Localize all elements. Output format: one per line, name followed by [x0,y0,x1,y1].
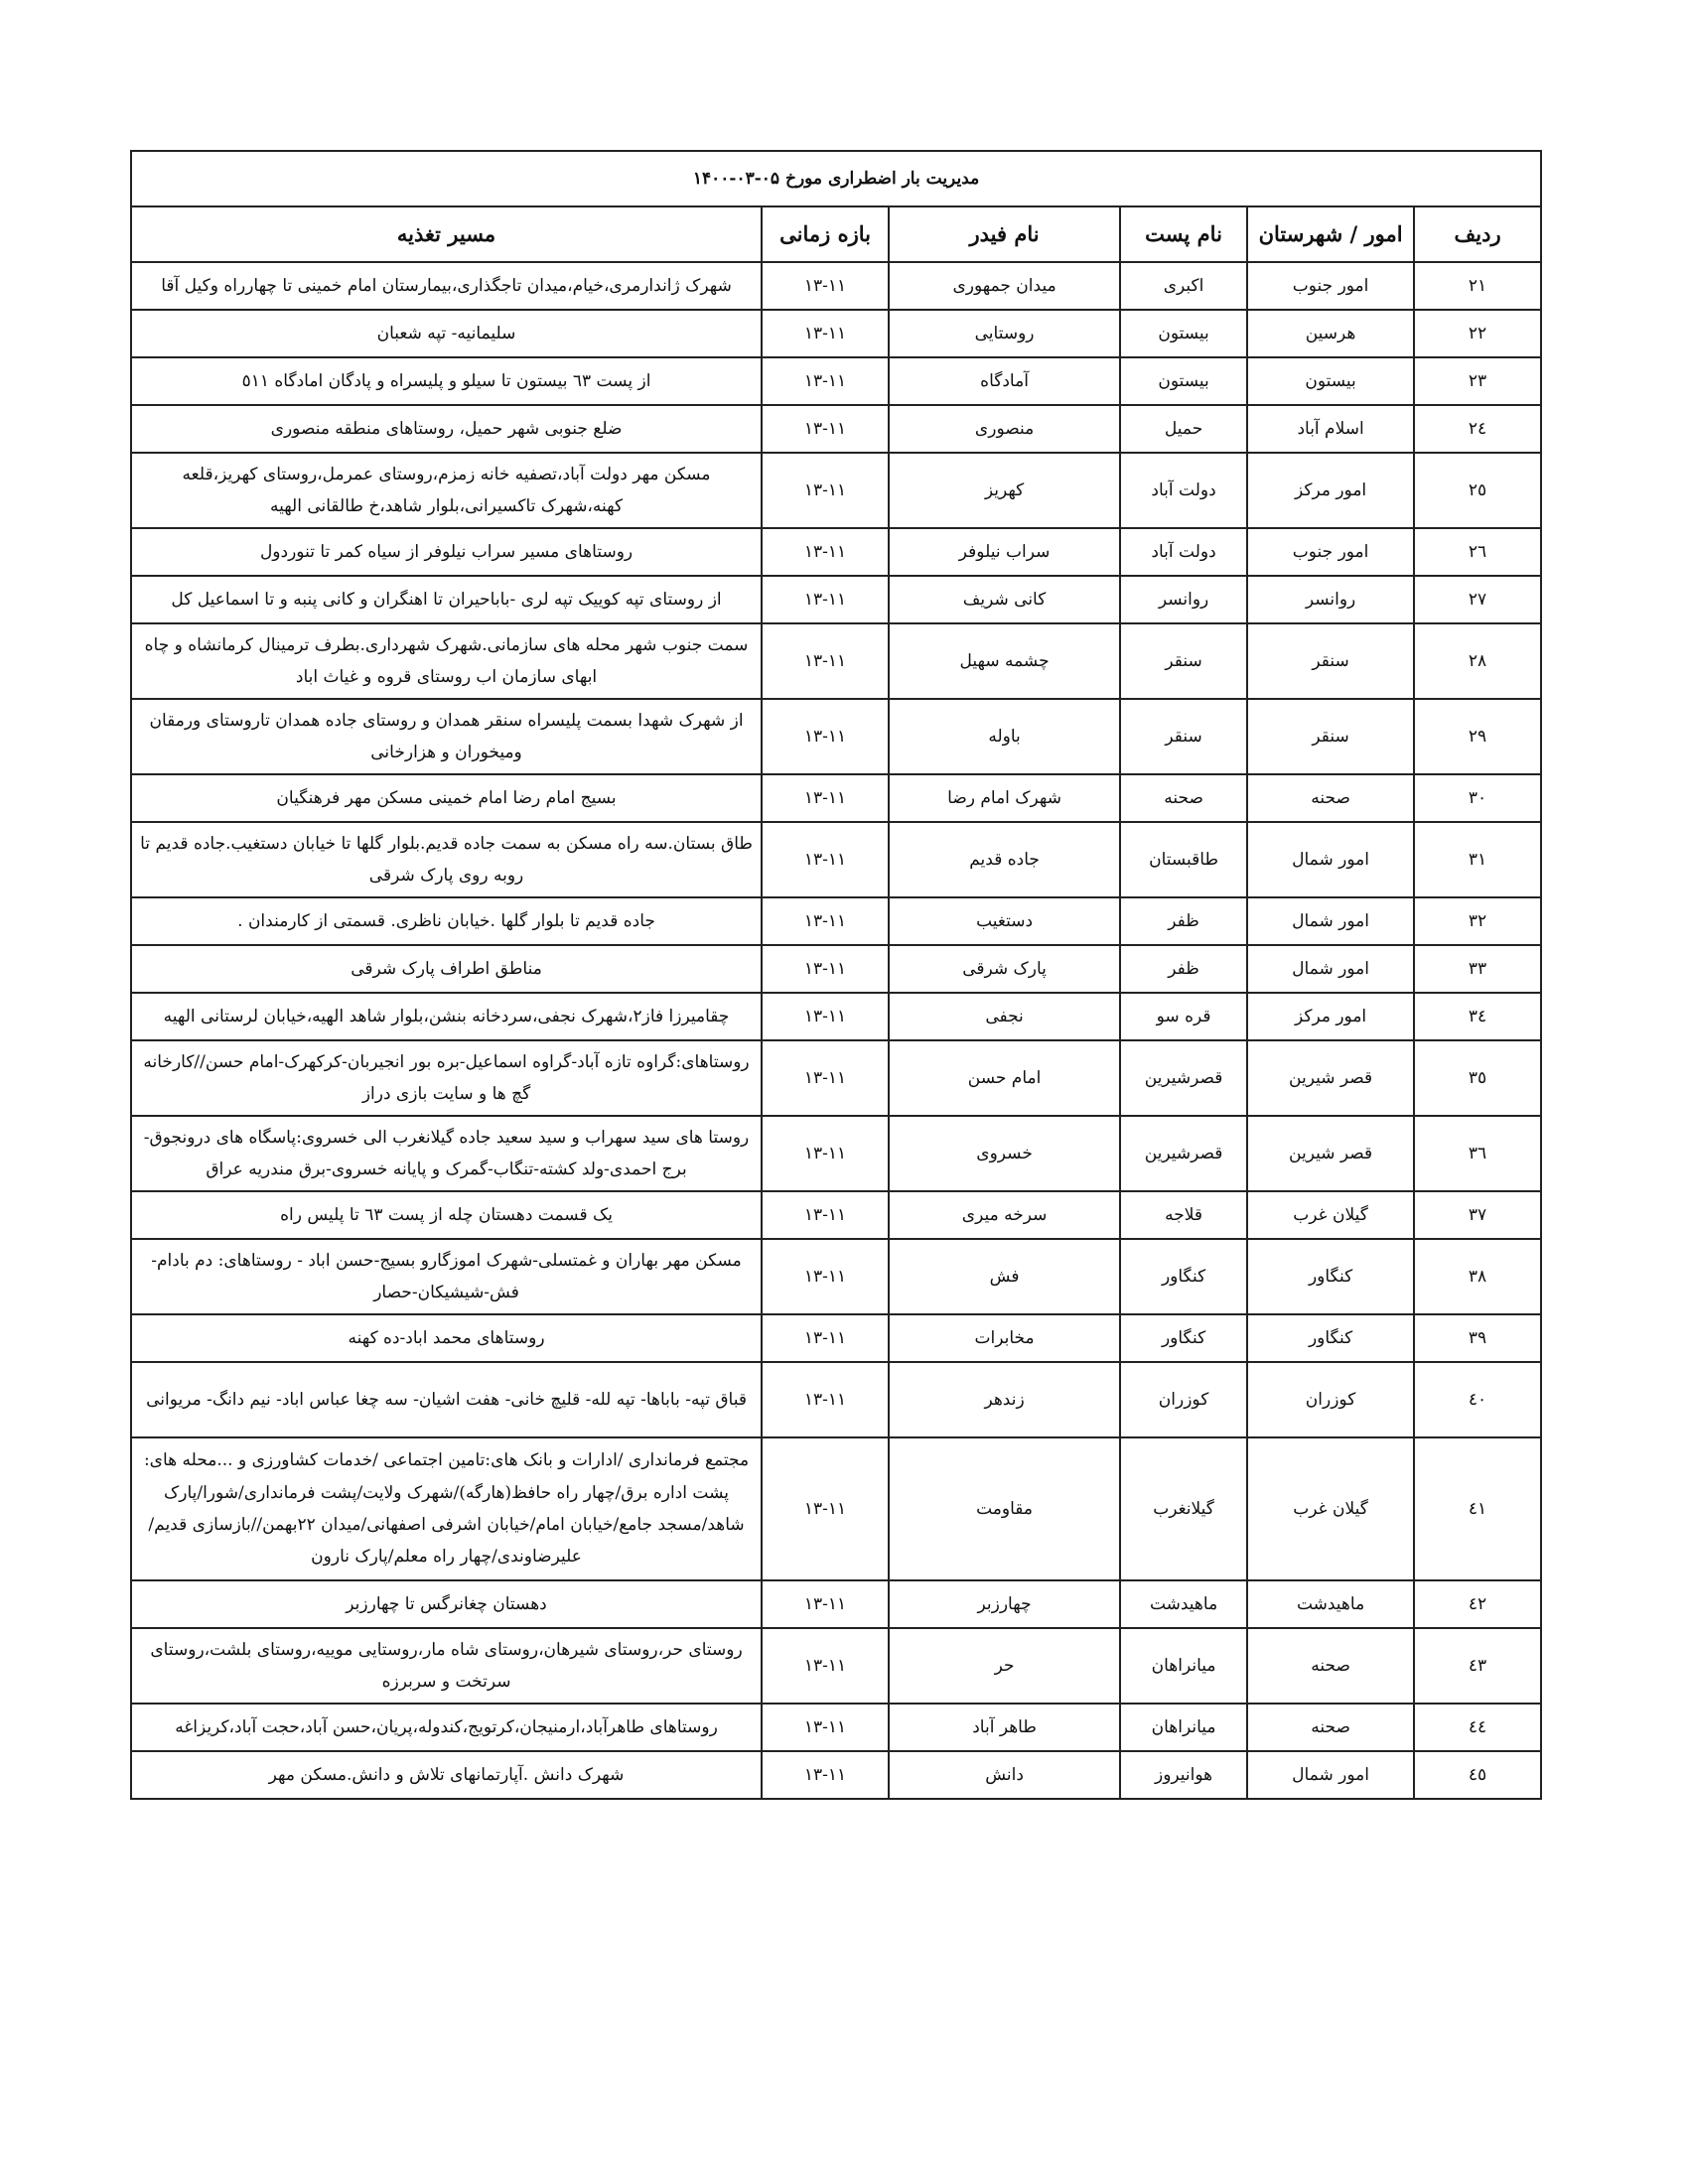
post-cell: هوانیروز [1120,1751,1247,1799]
route-cell: شهرک ژاندارمری،خیام،میدان تاجگذاری،بیمارستان امام خمینی تا چهارراه وکیل آقا [131,262,762,310]
feeder-cell: شهرک امام رضا [889,774,1120,822]
feeder-cell: منصوری [889,405,1120,453]
route-cell: شهرک دانش .آپارتمانهای تلاش و دانش.مسکن مهر [131,1751,762,1799]
area-cell: کوزران [1247,1362,1414,1437]
table-row [131,1362,1541,1437]
row-number: ٤۳ [1414,1628,1541,1704]
area-cell: امور شمال [1247,822,1414,897]
table-row [131,623,1541,699]
time-range-cell: ۱۳-۱۱ [762,1191,889,1239]
route-cell: مسکن مهر دولت آباد،تصفیه خانه زمزم،روستای عمرمل،روستای کهریز،قلعه کهنه،شهرک تاکسیرانی،بلوار شاهد،خ طالقانی الهیه [131,453,762,528]
post-cell: قصرشیرین [1120,1040,1247,1116]
post-cell: ظفر [1120,897,1247,945]
row-number: ۲۲ [1414,310,1541,357]
route-cell: قباق تپه- باباها- تپه لله- قلیچ خانی- هفت اشیان- سه چغا عباس اباد- نیم دانگ- مریوانی [131,1362,762,1437]
area-cell: گیلان غرب [1247,1437,1414,1580]
area-cell: قصر شیرین [1247,1116,1414,1191]
post-cell: حمیل [1120,405,1247,453]
time-range-cell: ۱۳-۱۱ [762,1116,889,1191]
feeder-cell: امام حسن [889,1040,1120,1116]
time-range-cell: ۱۳-۱۱ [762,774,889,822]
route-cell: از پست ٦٣ بیستون تا سیلو و پلیسراه و پادگان امادگاه ٥١١ [131,357,762,405]
time-range-cell: ۱۳-۱۱ [762,1704,889,1751]
time-range-cell: ۱۳-۱۱ [762,1628,889,1704]
route-cell: دهستان چغانرگس تا چهارزبر [131,1580,762,1628]
feeder-cell: دانش [889,1751,1120,1799]
route-cell: روستاهای:گراوه تازه آباد-گراوه اسماعیل-بره بور انجیربان-کرکهرک-امام حسن//کارخانه گچ ها و سایت بازی دراز [131,1040,762,1116]
time-range-cell: ۱۳-۱۱ [762,453,889,528]
table-row [131,357,1541,405]
row-number: ۲۹ [1414,699,1541,774]
feeder-cell: کانی شریف [889,576,1120,623]
area-cell: امور جنوب [1247,528,1414,576]
feeder-cell: میدان جمهوری [889,262,1120,310]
time-range-cell: ۱۳-۱۱ [762,1751,889,1799]
area-cell: صحنه [1247,1704,1414,1751]
post-cell: ماهیدشت [1120,1580,1247,1628]
area-cell: قصر شیرین [1247,1040,1414,1116]
table-row [131,1191,1541,1239]
table-row [131,1116,1541,1191]
post-cell: دولت آباد [1120,528,1247,576]
post-cell: سنقر [1120,699,1247,774]
area-cell: امور جنوب [1247,262,1414,310]
feeder-cell: باوله [889,699,1120,774]
row-number: ٤۰ [1414,1362,1541,1437]
row-number: ۲۷ [1414,576,1541,623]
post-cell: دولت آباد [1120,453,1247,528]
time-range-cell: ۱۳-۱۱ [762,1040,889,1116]
post-cell: میانراهان [1120,1704,1247,1751]
route-cell: سلیمانیه- تپه شعبان [131,310,762,357]
route-cell: چقامیرزا فاز۲،شهرک نجفی،سردخانه بنشن،بلوار شاهد الهیه،خیابان لرستانی الهیه [131,993,762,1040]
area-cell: کنگاور [1247,1314,1414,1362]
post-cell: بیستون [1120,310,1247,357]
table-row [131,699,1541,774]
time-range-cell: ۱۳-۱۱ [762,357,889,405]
time-range-cell: ۱۳-۱۱ [762,1362,889,1437]
feeder-cell: چشمه سهیل [889,623,1120,699]
area-cell: هرسین [1247,310,1414,357]
row-number: ۲٥ [1414,453,1541,528]
area-cell: بیستون [1247,357,1414,405]
row-number: ۳٥ [1414,1040,1541,1116]
row-number: ۳۹ [1414,1314,1541,1362]
area-cell: کنگاور [1247,1239,1414,1314]
header-post: نام پست [1120,206,1247,262]
table-row [131,897,1541,945]
route-cell: روستاهای طاهرآباد،ارمنیجان،کرتویج،کندوله،پریان،حسن آباد،حجت آباد،کریزاغه [131,1704,762,1751]
area-cell: امور مرکز [1247,453,1414,528]
document-title: مدیریت بار اضطراری مورخ ۰۵-۰۳-۱۴۰۰ [131,151,1541,206]
header-feeder: نام فیدر [889,206,1120,262]
feeder-cell: نجفی [889,993,1120,1040]
title-row [131,151,1541,206]
post-cell: صحنه [1120,774,1247,822]
area-cell: اسلام آباد [1247,405,1414,453]
time-range-cell: ۱۳-۱۱ [762,576,889,623]
area-cell: امور مرکز [1247,993,1414,1040]
post-cell: کوزران [1120,1362,1247,1437]
area-cell: امور شمال [1247,897,1414,945]
route-cell: از شهرک شهدا بسمت پلیسراه سنقر همدان و روستای جاده همدان تاروستای ورمقان ومیخوران و هزارخانی [131,699,762,774]
area-cell: روانسر [1247,576,1414,623]
area-cell: امور شمال [1247,1751,1414,1799]
route-cell: بسیج امام رضا امام خمینی مسکن مهر فرهنگیان [131,774,762,822]
row-number: ۳۰ [1414,774,1541,822]
time-range-cell: ۱۳-۱۱ [762,310,889,357]
area-cell: ماهیدشت [1247,1580,1414,1628]
post-cell: سنقر [1120,623,1247,699]
feeder-cell: خسروی [889,1116,1120,1191]
route-cell: جاده قدیم تا بلوار گلها .خیابان ناظری. قسمتی از کارمندان . [131,897,762,945]
feeder-cell: کهریز [889,453,1120,528]
table-row [131,822,1541,897]
route-cell: مناطق اطراف پارک شرقی [131,945,762,993]
table-row [131,945,1541,993]
area-cell: صحنه [1247,1628,1414,1704]
table-row [131,774,1541,822]
route-cell: یک قسمت دهستان چله از پست ٦٣ تا پلیس راه [131,1191,762,1239]
post-cell: اکبری [1120,262,1247,310]
feeder-cell: آمادگاه [889,357,1120,405]
route-cell: ضلع جنوبی شهر حمیل، روستاهای منطقه منصوری [131,405,762,453]
area-cell: سنقر [1247,699,1414,774]
feeder-cell: مقاومت [889,1437,1120,1580]
header-row [131,206,1541,262]
table-row [131,1704,1541,1751]
post-cell: کنگاور [1120,1239,1247,1314]
area-cell: گیلان غرب [1247,1191,1414,1239]
post-cell: روانسر [1120,576,1247,623]
route-cell: مسکن مهر بهاران و غمتسلی-شهرک اموزگارو بسیج-حسن اباد - روستاهای: دم بادام-فش-شیشیکان-حصار [131,1239,762,1314]
post-cell: میانراهان [1120,1628,1247,1704]
table-row [131,528,1541,576]
row-number: ۳۷ [1414,1191,1541,1239]
table-row [131,1437,1541,1580]
table-row [131,262,1541,310]
row-number: ۲٤ [1414,405,1541,453]
post-cell: بیستون [1120,357,1247,405]
post-cell: قره سو [1120,993,1247,1040]
time-range-cell: ۱۳-۱۱ [762,623,889,699]
time-range-cell: ۱۳-۱۱ [762,262,889,310]
route-cell: روستاهای مسیر سراب نیلوفر از سیاه کمر تا تنوردول [131,528,762,576]
table-body [131,262,1541,1799]
table-row [131,453,1541,528]
row-number: ۳٦ [1414,1116,1541,1191]
time-range-cell: ۱۳-۱۱ [762,993,889,1040]
post-cell: کنگاور [1120,1314,1247,1362]
row-number: ٤٤ [1414,1704,1541,1751]
time-range-cell: ۱۳-۱۱ [762,699,889,774]
table-row [131,405,1541,453]
route-cell: از روستای تپه کوییک تپه لری -باباحیران تا اهنگران و کانی پنبه و تا اسماعیل کل [131,576,762,623]
area-cell: صحنه [1247,774,1414,822]
feeder-cell: سرخه میری [889,1191,1120,1239]
header-area: امور / شهرستان [1247,206,1414,262]
time-range-cell: ۱۳-۱۱ [762,1314,889,1362]
feeder-cell: روستایی [889,310,1120,357]
row-number: ۳۱ [1414,822,1541,897]
row-number: ۳۸ [1414,1239,1541,1314]
table-row [131,310,1541,357]
route-cell: مجتمع فرمانداری /ادارات و بانک های:تامین اجتماعی /خدمات کشاورزی و ...محله های: پشت اداره برق/چهار راه حافظ(هارگه)/شهرک ولایت/پشت فرمانداری/شورا/پارک شاهد/مسجد جامع/خیابان امام/خیابان اشرفی اصفهانی/میدان ۲۲بهمن//بازسازی قدیم/علیرضاوندی/چهار راه معلم/پارک نارون [131,1437,762,1580]
row-number: ۳۳ [1414,945,1541,993]
row-number: ۲٦ [1414,528,1541,576]
feeder-cell: حر [889,1628,1120,1704]
table-row [131,1580,1541,1628]
area-cell: امور شمال [1247,945,1414,993]
feeder-cell: طاهر آباد [889,1704,1120,1751]
table-row [131,1314,1541,1362]
time-range-cell: ۱۳-۱۱ [762,1437,889,1580]
feeder-cell: مخابرات [889,1314,1120,1362]
table-row [131,1751,1541,1799]
feeder-cell: جاده قدیم [889,822,1120,897]
route-cell: طاق بستان.سه راه مسکن به سمت جاده قدیم.بلوار گلها تا خیابان دستغیب.جاده قدیم تا روبه روی پارک شرقی [131,822,762,897]
time-range-cell: ۱۳-۱۱ [762,1580,889,1628]
feeder-cell: سراب نیلوفر [889,528,1120,576]
table-row [131,1628,1541,1704]
route-cell: روستای حر،روستای شیرهان،روستای شاه مار،روستایی موییه،روستای بلشت،روستای سرتخت و سربرزه [131,1628,762,1704]
table-row [131,1040,1541,1116]
feeder-cell: پارک شرقی [889,945,1120,993]
time-range-cell: ۱۳-۱۱ [762,528,889,576]
row-number: ٤٥ [1414,1751,1541,1799]
route-cell: روستا های سید سهراب و سید سعید جاده گیلانغرب الی خسروی:پاسگاه های درونجوق-برج احمدی-ولد کشته-تنگاب-گمرک و پایانه خسروی-برق مندریه عراق [131,1116,762,1191]
feeder-cell: فش [889,1239,1120,1314]
header-row-number: ردیف [1414,206,1541,262]
header-route: مسیر تغذیه [131,206,762,262]
time-range-cell: ۱۳-۱۱ [762,945,889,993]
table-row [131,576,1541,623]
load-management-table [130,150,1542,1800]
row-number: ۲۳ [1414,357,1541,405]
time-range-cell: ۱۳-۱۱ [762,1239,889,1314]
row-number: ۲۱ [1414,262,1541,310]
table-row [131,1239,1541,1314]
table-row [131,993,1541,1040]
time-range-cell: ۱۳-۱۱ [762,405,889,453]
post-cell: ظفر [1120,945,1247,993]
feeder-cell: زندهر [889,1362,1120,1437]
route-cell: سمت جنوب شهر محله های سازمانی.شهرک شهرداری.بطرف ترمینال کرمانشاه و چاه ابهای سازمان اب روستای قروه و غیاث اباد [131,623,762,699]
area-cell: سنقر [1247,623,1414,699]
post-cell: گیلانغرب [1120,1437,1247,1580]
feeder-cell: دستغیب [889,897,1120,945]
header-time-range: بازه زمانی [762,206,889,262]
row-number: ٤۱ [1414,1437,1541,1580]
post-cell: قصرشیرین [1120,1116,1247,1191]
post-cell: طاقبستان [1120,822,1247,897]
post-cell: قلاجه [1120,1191,1247,1239]
row-number: ٤۲ [1414,1580,1541,1628]
route-cell: روستاهای محمد اباد-ده کهنه [131,1314,762,1362]
row-number: ۳٤ [1414,993,1541,1040]
time-range-cell: ۱۳-۱۱ [762,822,889,897]
row-number: ۳۲ [1414,897,1541,945]
row-number: ۲۸ [1414,623,1541,699]
feeder-cell: چهارزبر [889,1580,1120,1628]
time-range-cell: ۱۳-۱۱ [762,897,889,945]
